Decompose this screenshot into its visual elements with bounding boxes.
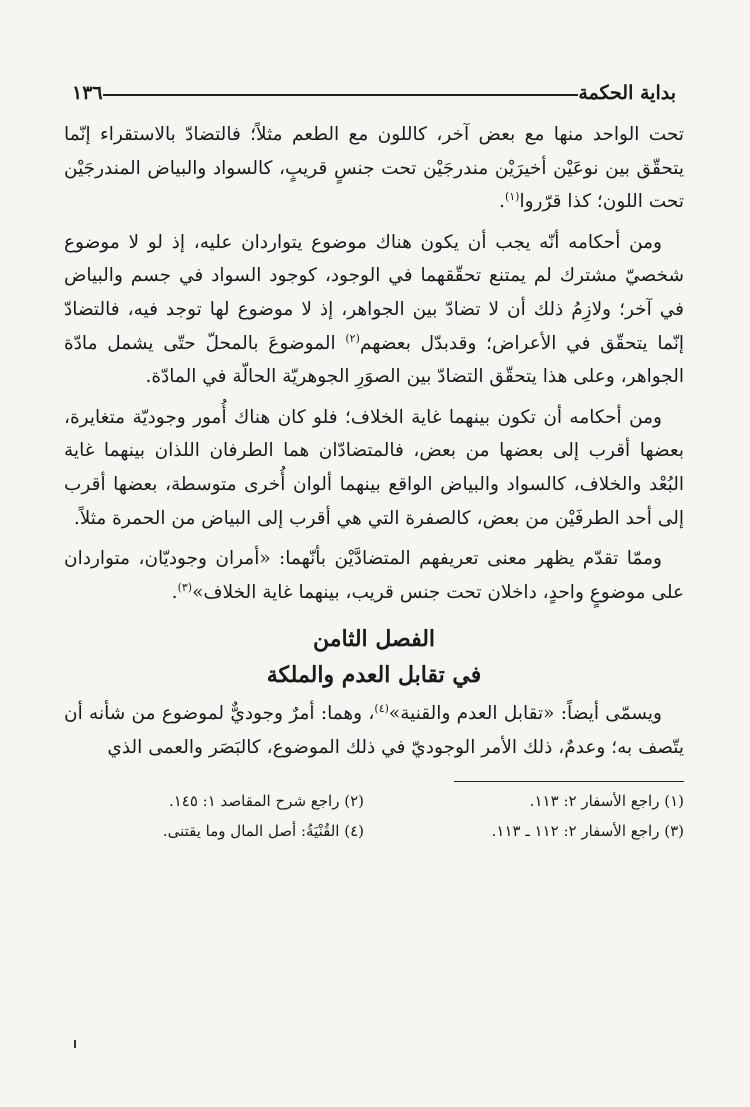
paragraph-text: ومن أحكامه أن تكون بينهما غاية الخلاف؛ فلو كان هناك أُمور وجوديّة متغايرة، بعضها أقرب إلى بعضها من بعض، فالمتضادّان هما الطرفان اللذان بينهما غاية البُعْد والخلاف، كالسواد والبياض الواقع بينهما ألوان أُخرى متوسطة، بعضها أقرب إلى أحد الطرفَيْن من بعض، كالصفرة التي هي أقرب إلى البياض من الحمرة مثلاً. [64, 406, 684, 529]
paragraph [64, 118, 684, 219]
footnote-ref: (٤) [374, 702, 389, 716]
chapter-title: في تقابل العدم والملكة [266, 662, 482, 689]
running-head [64, 70, 684, 104]
paragraph-text: الموضوعَ بالمحلّ حتّى يشمل مادّة الجواهر، وعلى هذا يتحقّق التضادّ بين الصوَرِ الجوهريّة الحالّة في المادّة. [64, 332, 684, 388]
footnote-ref: (٣) [177, 580, 193, 594]
footnote: (١) راجع الأسفار ٢: ١١٣. [529, 791, 684, 810]
paragraph [64, 542, 684, 609]
chapter-label: الفصل الثامن [312, 626, 436, 653]
footnotes [64, 788, 684, 844]
book-page [64, 70, 684, 844]
footnote-ref: (١) [504, 190, 520, 204]
page-number: ١٣٦ [72, 82, 103, 104]
paragraph-text: تحت الواحد منها مع بعض آخر، كاللون مع الطعم مثلاً؛ فالتضادّ بالاستقراء إنّما يتحقّق بين نوعَيْن أخيرَيْن مندرجَيْن تحت جنسٍ قريبٍ، كالسواد والبياض المندرجَيْن تحت اللون؛ كذا قرّروا [64, 124, 684, 213]
footnote: (٤) القُنْيَةُ: أصل المال وما يقتنى. [162, 821, 364, 840]
paragraph [64, 697, 684, 764]
paragraph-text: وممّا تقدّم يظهر معنى تعريفهم المتضادَّيْن بأنّهما: «أمران وجوديّان، متواردان على موضوعٍ واحدٍ، داخلان تحت جنس قريب، بينهما غاية الخلاف» [64, 548, 684, 603]
body-text [64, 118, 684, 765]
header-rule [103, 94, 579, 96]
footnote: (٣) راجع الأسفار ٢: ١١٢ ـ ١١٣. [491, 821, 684, 840]
footnote-rule [454, 781, 684, 782]
paragraph-text: . [499, 191, 505, 213]
paragraph [64, 401, 684, 535]
paragraph-text: ومن أحكامه أنّه يجب أن يكون هناك موضوع يتواردان عليه، إذ لو لا موضوع شخصيّ مشترك لم يمتنع تحقّقهما في الوجود، كوجود السواد في جسم والبياض في آخر؛ ولازِمُ ذلك أن لا تضادّ بين الجواهر، إذ لا موضوع لها توجد فيه، فالتضادّ إنّما يتحقّق في الأعراض؛ وقدبدّل بعضهم [64, 231, 684, 354]
paragraph [64, 226, 684, 394]
book-title: بداية الحكمة [578, 82, 676, 104]
paragraph-text: . [171, 581, 178, 603]
footnote: (٢) راجع شرح المقاصد ١: ١٤٥. [168, 791, 364, 810]
footnote-ref: (٢) [345, 331, 360, 345]
paragraph-text: ، وهما: أمرٌ وجوديٌّ لموضوع من شأنه أن يتّصف به؛ وعدمٌ، ذلك الأمر الوجوديّ في ذلك الموضوع، كالبَصَر والعمى الذي [64, 703, 684, 758]
scan-mark [74, 1040, 76, 1048]
paragraph-text: ويسمّى أيضاً: «تقابل العدم والقنية» [388, 703, 662, 725]
